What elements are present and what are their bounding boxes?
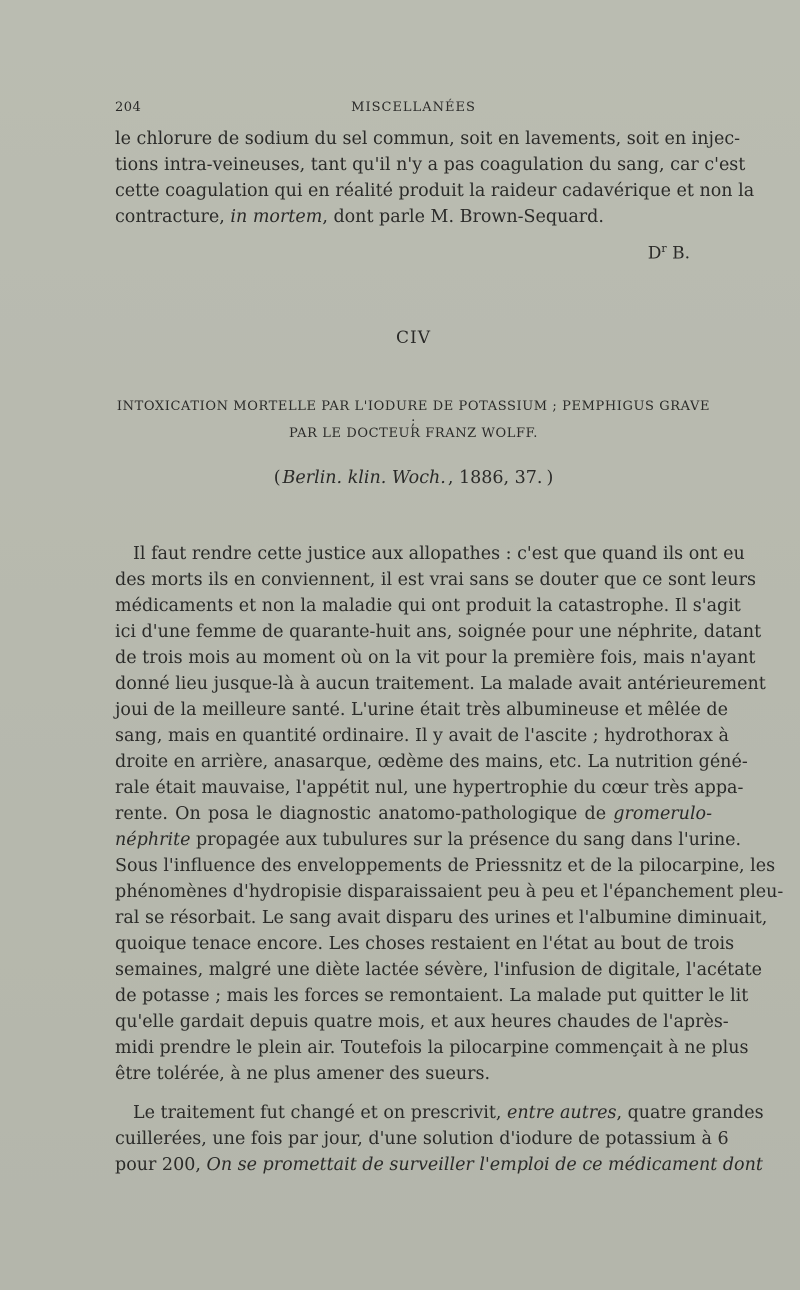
article-title: INTOXICATION MORTELLE PAR L'IODURE DE POTASSIUM ; PEMPHIGUS GRAVE ; [116,399,711,429]
text-line: droite en arrière, anasarque, œdème des mains, etc. La nutrition géné- [115,752,748,772]
section-number: CIV [396,328,431,348]
italic-term: On se promettait de surveiller l'emploi de ce médicament dont [206,1155,763,1175]
page-number: 204 [115,100,142,115]
text-line: des morts ils en conviennent, il est vrai sans se douter que ce sont leurs [115,570,756,590]
italic-term: entre autres [507,1103,617,1123]
text-line: médicaments et non la maladie qui ont produit la catastrophe. Il s'agit [115,596,741,616]
paragraph-1 [115,541,784,1087]
text-line: cuillerées, une fois par jour, d'une solution d'iodure de potassium à 6 [115,1129,729,1149]
paragraph-2 [115,1100,764,1178]
text-line: contracture, in mortem, dont parle M. Brown-Sequard. [115,207,604,227]
text-line: être tolérée, à ne plus amener des sueurs. [115,1064,491,1084]
text-line: phénomènes d'hydropisie disparaissaient peu à peu et l'épanchement pleu- [115,882,784,902]
text-line: rente. On posa le diagnostic anatomo-pathologique de gromerulo- [115,804,712,824]
text-line: quoique tenace encore. Les choses restaient en l'état au bout de trois [115,934,735,954]
text-line: le chlorure de sodium du sel commun, soit en lavements, soit en injec- [115,129,741,149]
journal-name: Berlin. klin. Woch. [282,468,446,488]
text-line: joui de la meilleure santé. L'urine était très albumineuse et mêlée de [115,700,728,720]
text-line: de potasse ; mais les forces se remontaient. La malade put quitter le lit [115,986,749,1006]
italic-term: in mortem [230,207,323,227]
italic-term: gromerulo- [613,804,712,824]
text-line: de trois mois au moment où on la vit pour la première fois, mais n'ayant [115,648,756,668]
text-line: Le traitement fut changé et on prescrivit, entre autres, quatre grandes [133,1103,764,1123]
text-line: Il faut rendre cette justice aux allopathes : c'est que quand ils ont eu [133,544,745,564]
text-line: rale était mauvaise, l'appétit nul, une hypertrophie du cœur très appa- [115,778,744,798]
text-line: ral se résorbait. Le sang avait disparu des urines et l'albumine diminuait, [115,908,768,928]
citation: ( Berlin. klin. Woch. , 1886, 37. ) [273,468,554,488]
running-title: MISCELLANÉES [351,100,476,115]
signature: $D^r$ B. [647,242,690,264]
text-line: cette coagulation qui en réalité produit la raideur cadavérique et non la [115,181,755,201]
text-line: sang, mais en quantité ordinaire. Il y avait de l'ascite ; hydrothorax à [115,726,729,746]
text-line: qu'elle gardait depuis quatre mois, et aux heures chaudes de l'après- [115,1012,729,1032]
text-line: donné lieu jusque-là à aucun traitement. La malade avait antérieurement [115,674,766,694]
text-line: ici d'une femme de quarante-huit ans, soignée pour une néphrite, datant [115,622,762,642]
article-author: PAR LE DOCTEUR FRANZ WOLFF. [289,426,538,441]
page-header [115,100,712,120]
text-line: néphrite propagée aux tubulures sur la présence du sang dans l'urine. [115,830,742,850]
text-line: Sous l'influence des enveloppements de Priessnitz et de la pilocarpine, les [115,856,776,876]
text-line: tions intra-veineuses, tant qu'il n'y a pas coagulation du sang, car c'est [115,155,746,175]
text-line: semaines, malgré une diète lactée sévère, l'infusion de digitale, l'acétate [115,960,763,980]
text-line: pour 200, On se promettait de surveiller l'emploi de ce médicament dont [115,1155,763,1175]
italic-term: néphrite [115,830,191,850]
intro-paragraph [115,126,755,230]
text-line: midi prendre le plein air. Toutefois la pilocarpine commençait à ne plus [115,1038,749,1058]
